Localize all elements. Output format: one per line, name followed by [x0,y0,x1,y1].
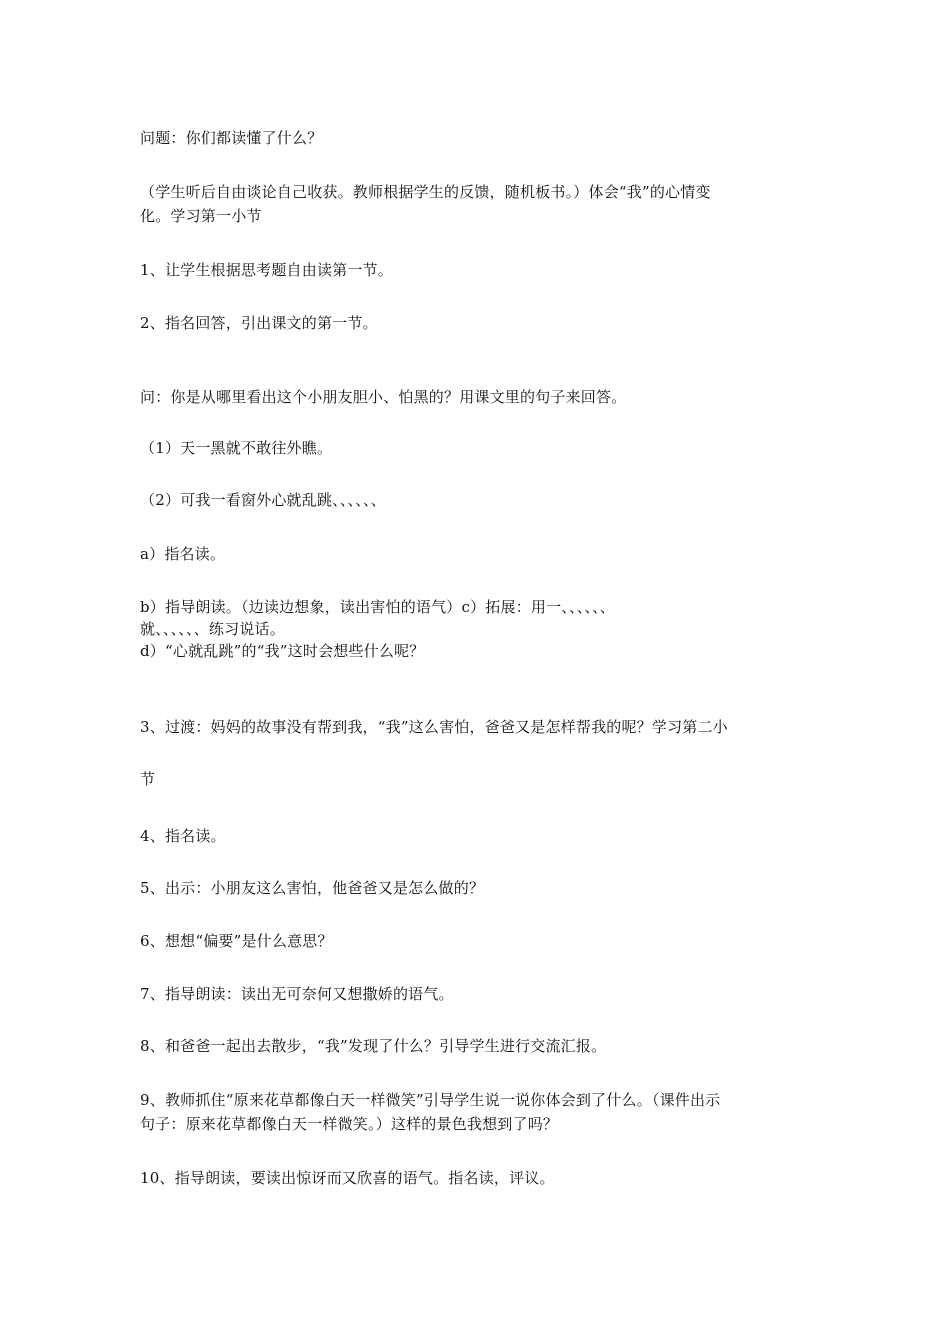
step-3-continued-line: 节 [140,770,156,788]
step-9-line: 9、教师抓住“原来花草都像白天一样微笑”引导学生说一说你体会到了什么。（课件出示 [140,1091,721,1109]
sentence-2-line: （2）可我一看窗外心就乱跳、、、、、、 [140,491,386,509]
question-about-fear-line: 问：你是从哪里看出这个小朋友胆小、怕黑的？用课文里的句子来回答。 [140,388,627,406]
sub-step-c-continued-line: 就、、、、、、练习说话。 [140,620,285,638]
step-1-line: 1、让学生根据思考题自由读第一节。 [140,261,393,279]
step-3-line: 3、过渡：妈妈的故事没有帮到我，“我”这么害怕，爸爸又是怎样帮我的呢？学习第二小 [140,718,728,736]
sentence-1-line: （1）天一黑就不敢往外瞧。 [140,439,333,457]
step-4-line: 4、指名读。 [140,827,226,845]
student-feedback-line-2: 化。学习第一小节 [140,207,262,225]
step-2-line: 2、指名回答，引出课文的第一节。 [140,314,378,332]
step-9-continued-line: 句子：原来花草都像白天一样微笑。）这样的景色我想到了吗？ [140,1115,559,1133]
step-8-line: 8、和爸爸一起出去散步，“我”发现了什么？引导学生进行交流汇报。 [140,1037,607,1055]
step-5-line: 5、出示：小朋友这么害怕，他爸爸又是怎么做的？ [140,879,485,897]
sub-step-d-line: d）“心就乱跳”的“我”这时会想些什么呢？ [140,642,425,660]
step-7-line: 7、指导朗读：读出无可奈何又想撒娇的语气。 [140,985,454,1003]
step-6-line: 6、想想“偏要”是什么意思？ [140,932,333,950]
sub-step-b-c-line: b）指导朗读。（边读边想象，读出害怕的语气）c）拓展：用一、、、、、、 [140,598,616,616]
sub-step-a-line: a）指名读。 [140,545,226,563]
student-feedback-line-1: （学生听后自由谈论自己收获。教师根据学生的反馈，随机板书。）体会“我”的心情变 [140,183,711,201]
step-10-line: 10、指导朗读，要读出惊讶而又欣喜的语气。指名读，评议。 [140,1169,555,1187]
question-line: 问题：你们都读懂了什么？ [140,129,323,147]
